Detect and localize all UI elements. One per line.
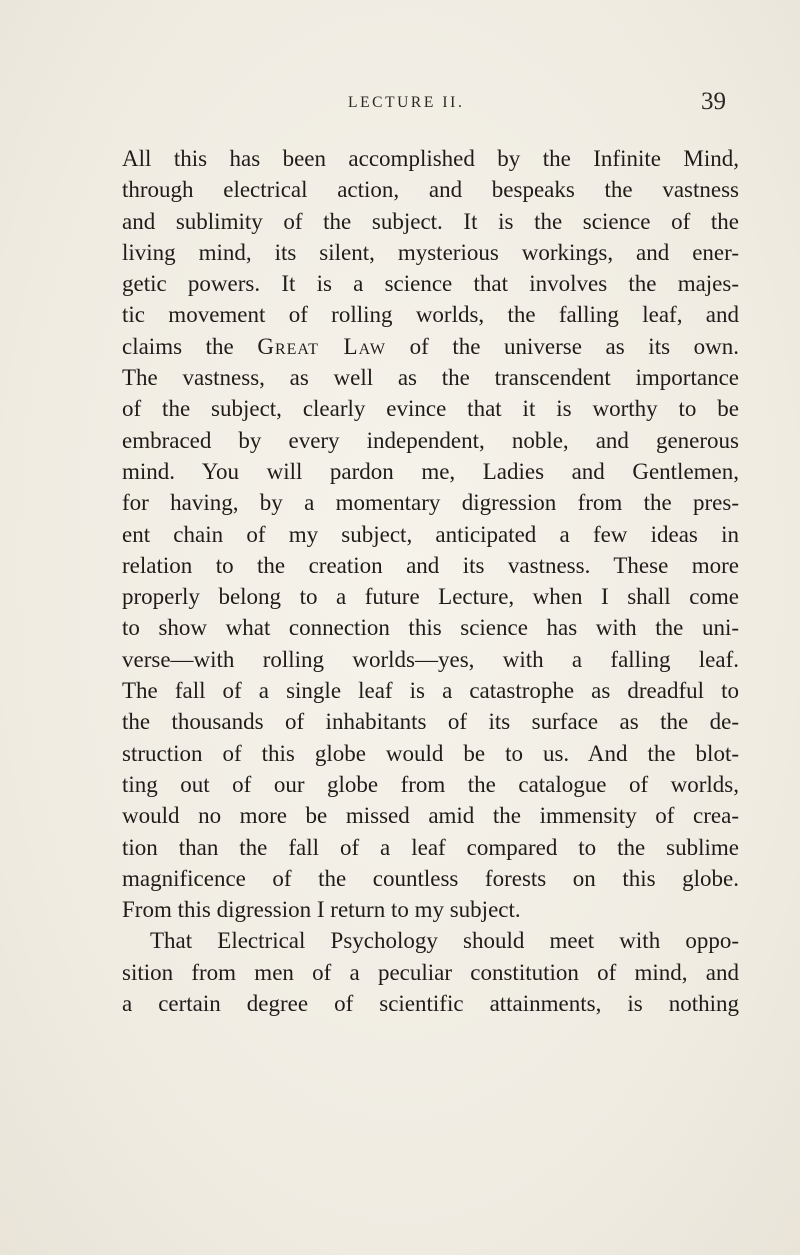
text-line: for having, by a momentary digression from the pres- (122, 490, 739, 516)
text-line: living mind, its silent, mysterious workings, and ener- (122, 239, 739, 265)
text-line: ent chain of my subject, anticipated a few ideas in (122, 521, 739, 547)
text-line: of the subject, clearly evince that it is worthy to be (122, 396, 739, 422)
text-line: That Electrical Psychology should meet with oppo- (150, 928, 739, 954)
text-line: tion than the fall of a leaf compared to the sublime (122, 834, 739, 860)
text-line: through electrical action, and bespeaks the vastness (122, 177, 739, 203)
text-line: properly belong to a future Lecture, when I shall come (122, 584, 739, 610)
text-line: verse—with rolling worlds—yes, with a falling leaf. (122, 646, 739, 672)
text-line: All this has been accomplished by the Infinite Mind, (122, 146, 739, 171)
page-number: 39 (701, 88, 726, 115)
text-line: claims the Great Law of the universe as its own. (122, 333, 739, 359)
text-line: and sublimity of the subject. It is the science of the (122, 208, 739, 234)
text-line: getic powers. It is a science that involves the majes- (122, 271, 739, 297)
text-line: the thousands of inhabitants of its surface as the de- (122, 709, 739, 735)
text-line: embraced by every independent, noble, and generous (122, 427, 739, 453)
text-line: relation to the creation and its vastness. These more (122, 552, 739, 578)
text-line: magnificence of the countless forests on this globe. (122, 865, 739, 891)
text-line: a certain degree of scientific attainments, is nothing (122, 991, 739, 1017)
text-line: From this digression I return to my subject. (122, 897, 521, 923)
text-line: The fall of a single leaf is a catastrophe as dreadful to (122, 678, 739, 704)
text-line: would no more be missed amid the immensity of crea- (122, 803, 739, 829)
text-line: to show what connection this science has with the uni- (122, 615, 739, 641)
body-text (122, 143, 739, 1019)
running-head: LECTURE II. (348, 94, 465, 111)
text-line: ting out of our globe from the catalogue of worlds, (122, 771, 739, 797)
text-line: mind. You will pardon me, Ladies and Gentlemen, (122, 458, 739, 484)
text-line: struction of this globe would be to us. And the blot- (122, 740, 739, 766)
page-header (0, 88, 800, 122)
text-line: tic movement of rolling worlds, the falling leaf, and (122, 302, 739, 328)
text-line: sition from men of a peculiar constitution of mind, and (122, 959, 739, 985)
text-line: The vastness, as well as the transcendent importance (122, 365, 739, 391)
